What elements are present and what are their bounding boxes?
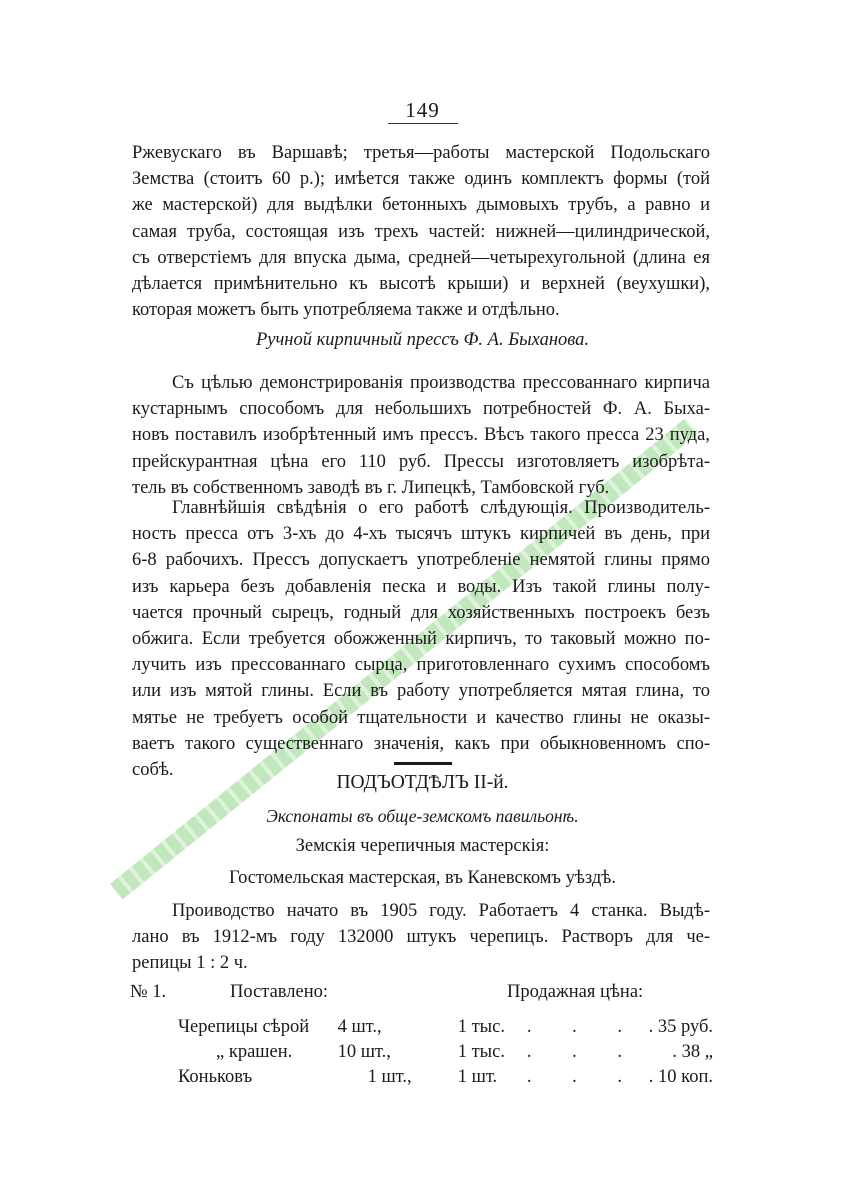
table-row [178,1040,713,1065]
paragraph-1 [132,140,710,323]
text-line: которая можетъ быть употребляема также и отдѣльно. [132,300,560,321]
text-line: изъ карьера безъ добавленія песка и воды. Изъ такой глины полу- [132,576,710,597]
page-number: 149 [405,98,440,122]
item-name: Коньковъ [178,1067,253,1087]
item-price: . 10 коп. [648,1067,713,1087]
text-line: собѣ. [132,760,174,781]
item-price: . 38 „ [672,1042,713,1062]
price-label: Продажная цѣна: [507,982,644,1002]
text-line: Съ цѣлью демонстрированія производства прессованнаго кирпича [172,373,710,393]
item-unit: 1 шт. [457,1067,498,1087]
subsection-title: ПОДЪОТДѢЛЪ II-й. [336,772,509,793]
text-line: 6-8 рабочихъ. Прессъ допускаетъ употребленіе немятой глины прямо [132,550,710,571]
text-line: прейскурантная цѣна его 110 руб. Прессы изготовляетъ изобрѣта- [132,451,710,472]
table-row [178,1065,713,1090]
text-line: лучить изъ прессованнаго сырца, приготовленнаго сухимъ способомъ [132,655,710,676]
item-price: . 35 руб. [648,1017,713,1037]
text-line: Прoиводство начато въ 1905 году. Работаетъ 4 станка. Выдѣ- [172,901,710,921]
text-line: Главнѣйшія свѣдѣнія о его работѣ слѣдующія. Производитель- [172,498,710,518]
text-line: репицы 1 : 2 ч. [132,953,248,974]
page-number-rule [388,123,458,124]
item-name: „ крашен. [216,1042,293,1062]
paragraph-2 [132,370,710,501]
item-unit: 1 тыс. [457,1017,505,1037]
text-line: съ отверстіемъ для впуска дыма, средней—четырехугольной (длина ея [132,247,710,268]
text-line: чается прочный сырецъ, годный для хозяйственныхъ построекъ безъ [132,602,710,623]
paragraph-3 [132,495,710,783]
text-line: мятье не требуетъ особой тщательности и качество глины не оказы- [132,707,710,728]
list-number: № 1. [130,982,167,1002]
leader-dots: . . . [526,1067,641,1087]
text-line: ность пресса отъ 3-хъ до 4-хъ тысячъ штукъ кирпичей въ день, при [132,524,710,545]
workshops-heading: Земскія черепичныя мастерскія: [295,836,550,856]
item-qty: 10 шт., [337,1042,391,1062]
text-line: Ржевускаго въ Варшавѣ; третья—работы мастерской Подольскаго [132,143,710,163]
text-line: или изъ мятой глины. Если въ работу употребляется мятая глина, то [132,681,710,702]
text-line: новъ поставилъ изобрѣтенный имъ прессъ. Вѣсъ такого пресса 23 пуда, [132,425,710,446]
leader-dots: . . . [526,1042,641,1062]
item-qty: 1 шт., [367,1067,412,1087]
paragraph-4 [132,898,710,977]
workshop-name: Гостомельская мастерская, въ Каневскомъ уѣздѣ. [229,868,616,888]
press-heading: Ручной кирпичный прессъ Ф. А. Быханова. [255,330,590,350]
price-table [178,1015,713,1090]
item-unit: 1 тыс. [457,1042,505,1062]
text-line: же мастерской) для выдѣлки бетонныхъ дымовыхъ трубъ, а равно и [132,195,710,216]
text-line: лано въ 1912-мъ году 132000 штукъ черепицъ. Растворъ для че- [132,927,710,948]
table-row [178,1015,713,1040]
item-qty: 4 шт., [337,1017,382,1037]
text-line: ваетъ такого существеннаго значенія, какъ при обыкновенномъ спо- [132,733,710,754]
text-line: кустарнымъ способомъ для небольшихъ потребностей Ф. А. Быха- [132,399,710,420]
text-line: обжига. Если требуется обожженный кирпичъ, то таковый можно по- [132,629,710,650]
exhibits-heading: Экспонаты въ обще-земскомъ павильонѣ. [266,806,579,826]
section-rule [394,762,452,765]
item-name: Черепицы сѣрой [178,1017,310,1037]
leader-dots: . . . [526,1017,641,1037]
supplied-label: Поставлено: [230,982,329,1002]
text-line: Земства (стоитъ 60 р.); имѣется также одинъ комплектъ формы (той [132,169,710,190]
text-line: тель въ собственномъ заводѣ въ г. Липецкѣ, Тамбовской губ. [132,477,610,498]
text-line: самая труба, состоящая изъ трехъ частей: нижней—цилиндрической, [132,221,710,242]
text-line: дѣлается примѣнительно къ высотѣ крыши) и верхней (веухушки), [132,274,710,295]
